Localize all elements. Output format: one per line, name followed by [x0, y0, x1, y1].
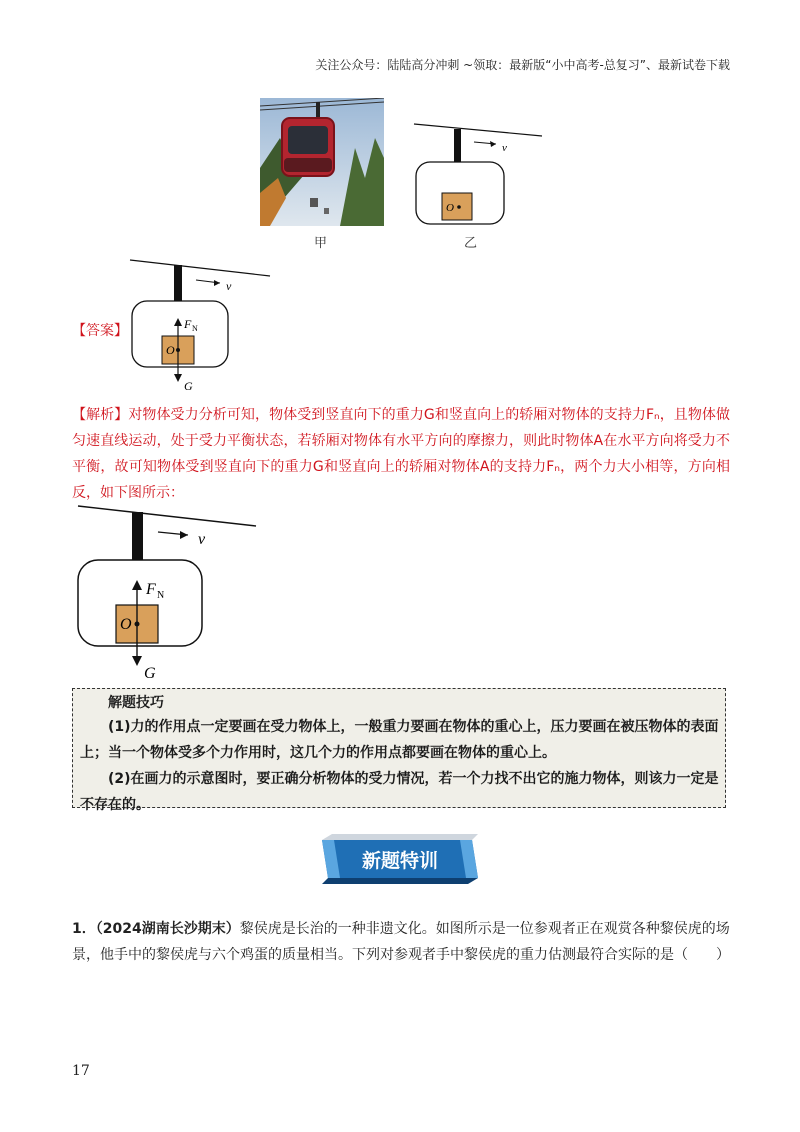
tips-item-2: (2)在画力的示意图时，要正确分析物体的受力情况，若一个力找不出它的施力物体，则该力一定是不存在的。	[80, 771, 719, 813]
velocity-label-small: v	[502, 142, 507, 154]
velocity-label-answer: v	[226, 279, 232, 293]
cable-car-photo	[260, 98, 384, 226]
question-text: 黎侯虎是长治的一种非遗文化。如图所示是一位参观者正在观赏各种黎侯虎的场景，他手中的黎侯虎与六个鸡蛋的质量相当。下列对参观者手中黎侯虎的重力估测最符合实际的是（ ）	[72, 921, 730, 963]
analysis-text: 对物体受力分析可知，物体受到竖直向下的重力G和竖直向上的轿厢对物体的支持力Fₙ，且物体做匀速直线运动，处于受力平衡状态，若轿厢对物体有水平方向的摩擦力，则此时物体A在水平方向将受力不平衡，故可知物体受到竖直向下的重力G和竖直向上的轿厢对物体A的支持力Fₙ，两个力大小相等，方向相反，如下图所示：	[72, 407, 730, 501]
object-label-small: O	[446, 202, 454, 214]
answer-diagram	[126, 256, 276, 396]
analysis-label: 【解析】	[72, 407, 129, 423]
gravity-label-answer: G	[184, 379, 193, 393]
normal-force-subscript-answer: N	[192, 324, 198, 333]
normal-force-label-answer: F	[184, 317, 192, 331]
object-label-large: O	[120, 616, 132, 633]
cable-car-diagram-small	[410, 116, 550, 228]
diagram-label: 乙	[464, 236, 478, 251]
normal-force-label-large: F	[146, 581, 156, 598]
question-source: （2024湖南长沙期末）	[95, 921, 240, 937]
gravity-label-large: G	[144, 665, 156, 682]
photo-label: 甲	[314, 236, 328, 251]
question-number: 1．	[72, 921, 96, 937]
section-banner	[322, 834, 478, 884]
banner-text: 新题特训	[361, 850, 439, 872]
question-1	[72, 916, 730, 968]
analysis-paragraph	[72, 402, 730, 506]
page-number: 17	[72, 1063, 90, 1079]
answer-label: 【答案】	[72, 323, 128, 339]
tips-title: 解题技巧	[108, 695, 164, 711]
force-diagram-large	[72, 500, 272, 684]
tips-content	[80, 714, 720, 818]
page-header: 关注公众号：陆陆高分冲刺 ~领取：最新版“小中高考-总复习”、最新试卷下载	[315, 58, 730, 72]
tips-item-1: (1)力的作用点一定要画在受力物体上，一般重力要画在物体的重心上，压力要画在被压物体的表面上；当一个物体受多个力作用时，这几个力的作用点都要画在物体的重心上。	[80, 719, 719, 761]
normal-force-subscript-large: N	[157, 590, 165, 601]
object-label-answer: O	[166, 343, 175, 357]
velocity-label-large: v	[198, 531, 206, 548]
